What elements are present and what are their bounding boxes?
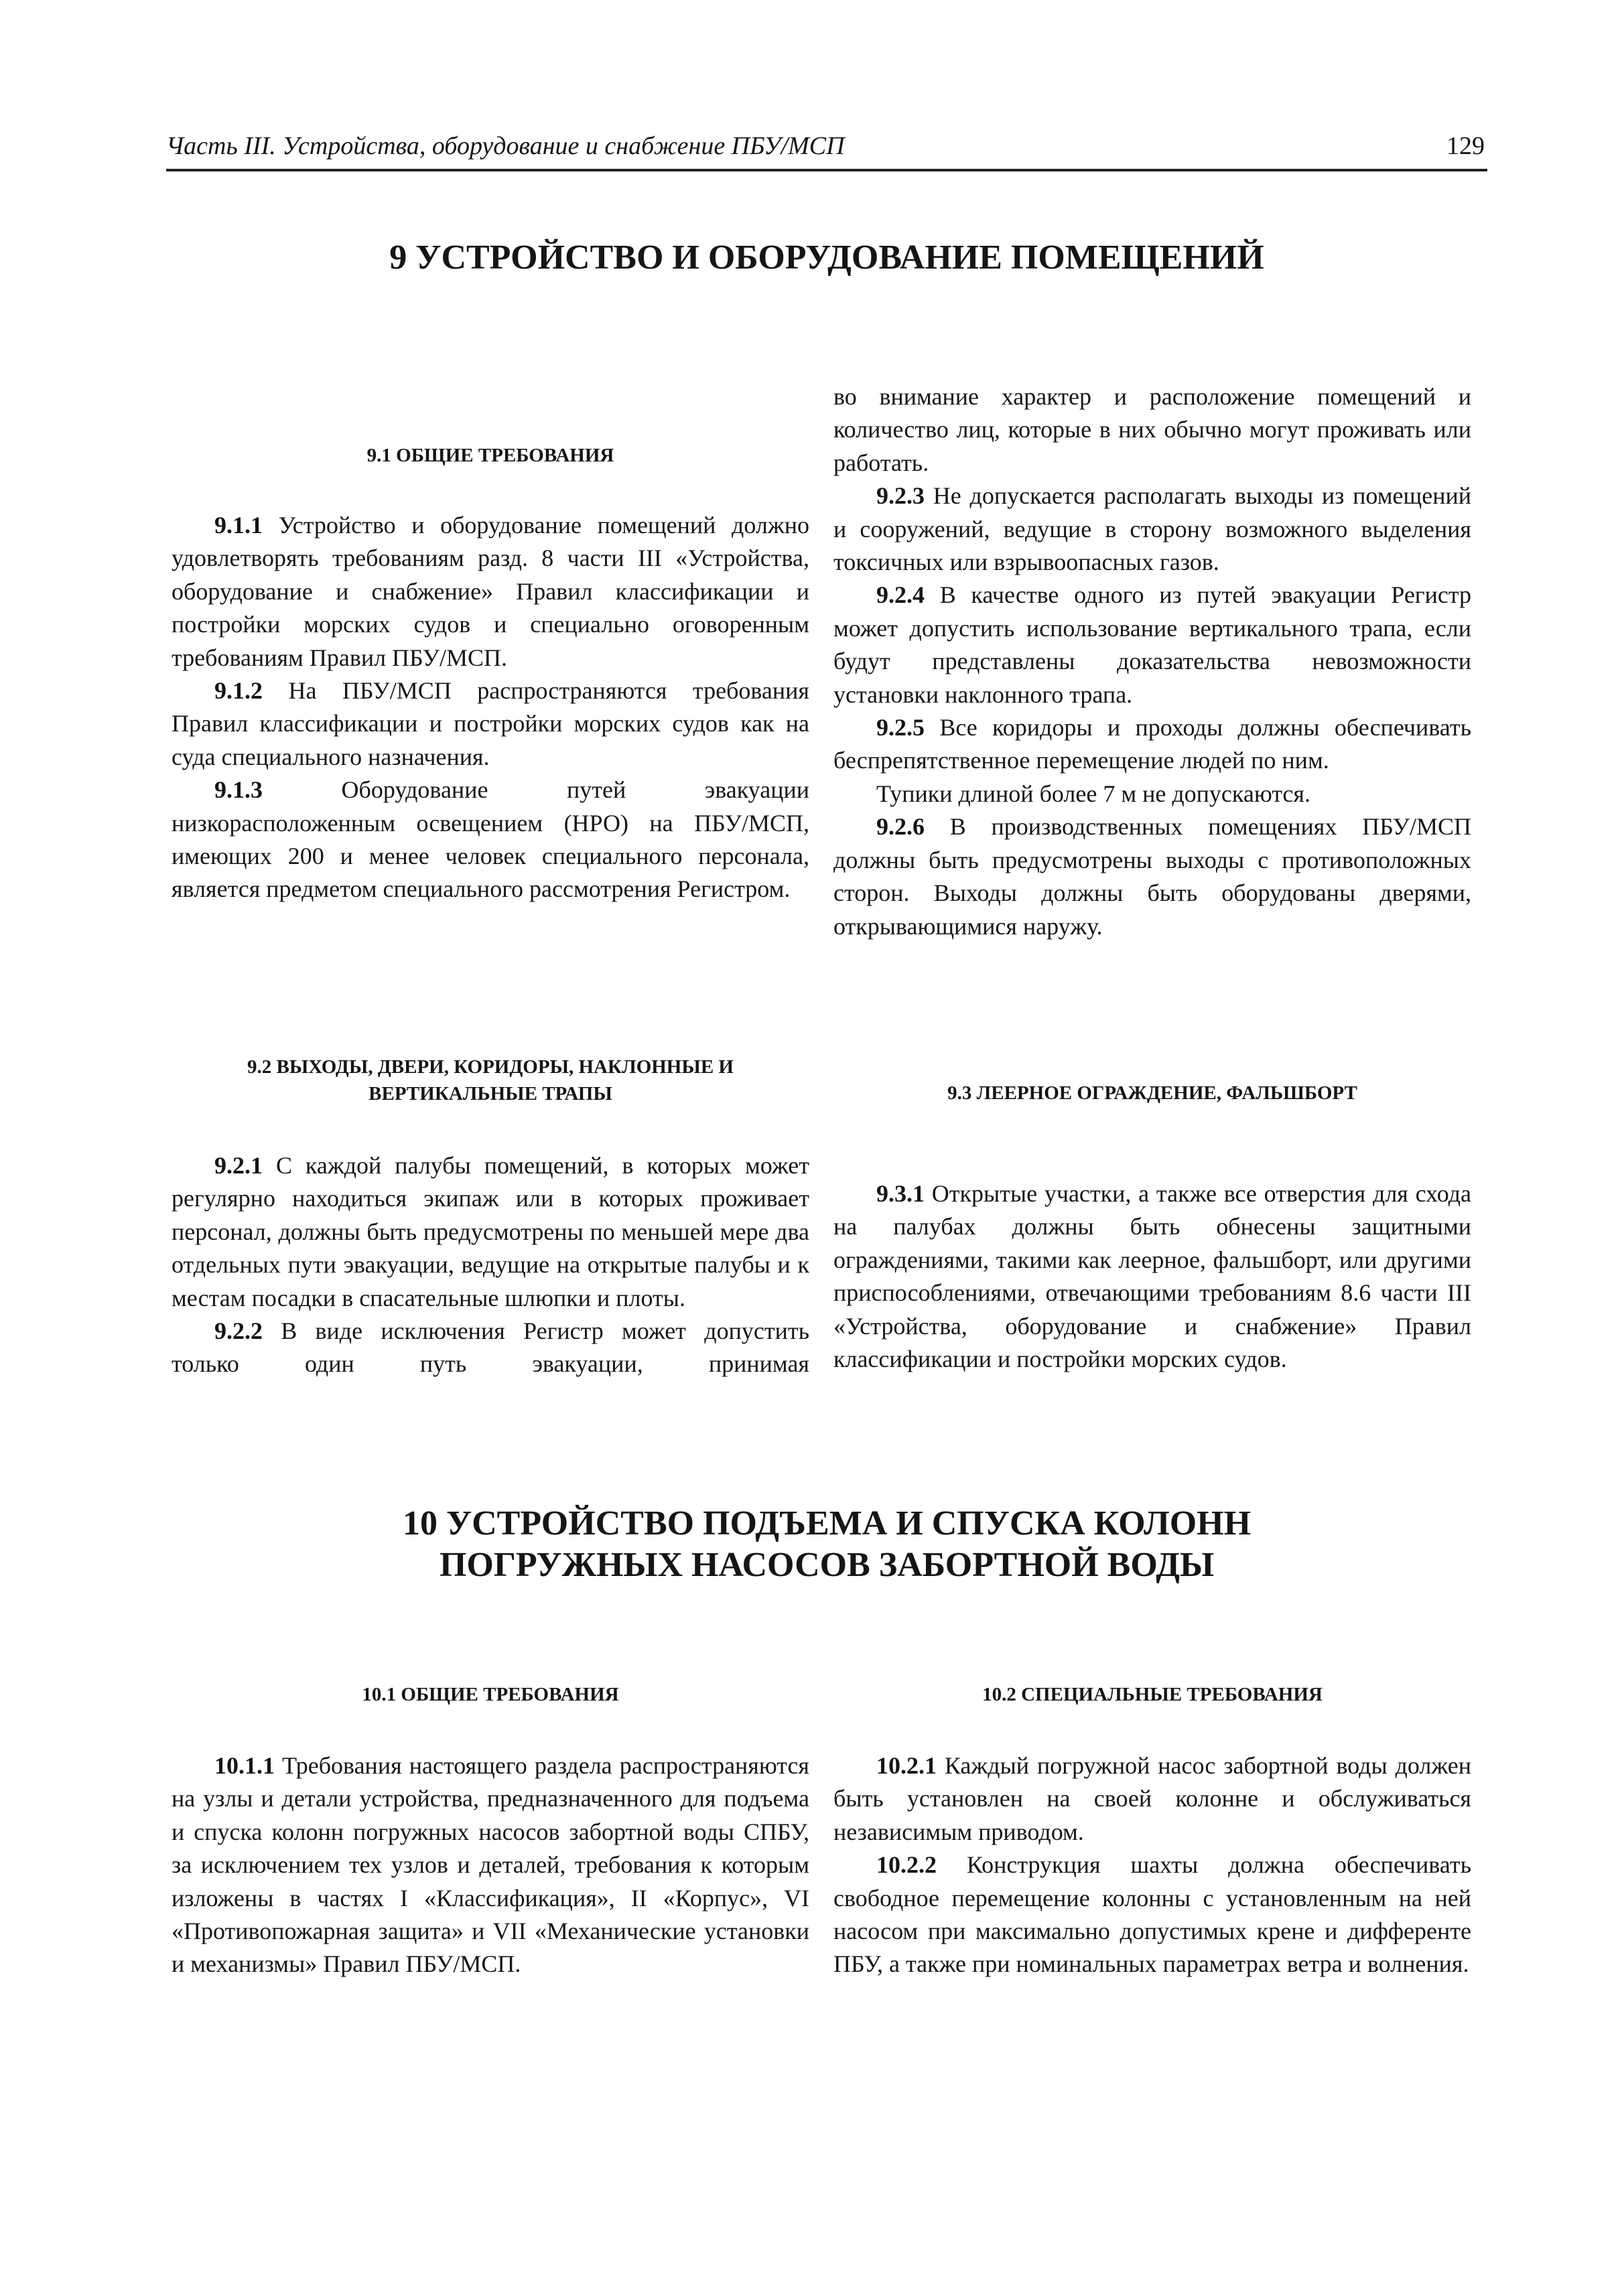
paragraph-number: 9.2.1 — [214, 1152, 263, 1179]
paragraph-text: На ПБУ/МСП распространяются требования Правил классификации и постройки морских судов как на суда специального назначения. — [172, 677, 809, 770]
chapter-10-title-line-2: ПОГРУЖНЫХ НАСОСОВ ЗАБОРТНОЙ ВОДЫ — [439, 1546, 1215, 1584]
paragraph-text: Устройство и оборудование помещений должно удовлетворять требованиям разд. 8 части III «Устройства, оборудование и снабжение» Правил классификации и постройки морских судов и специально оговоренным требованиям Правил ПБУ/МСП. — [172, 512, 809, 671]
paragraph-10-2-1 — [833, 1749, 1471, 1849]
paragraph-number: 10.2.1 — [876, 1752, 937, 1779]
paragraph-text: Требования настоящего раздела распространяются на узлы и детали устройства, предназначенного для подъема и спуска колонн погружных насосов забортной воды СПБУ, за исключением тех узлов и деталей, требования к которым изложены в частях I «Классификация», II «Корпус», VI «Противопожарная защита» и VII «Механические установки и механизмы» Правил ПБУ/МСП. — [172, 1752, 809, 1978]
paragraph-text: В качестве одного из путей эвакуации Регистр может допустить использование вертикального трапа, если будут представлены доказательства невозможности установки наклонного трапа. — [833, 581, 1471, 708]
section-9-1-heading: 9.1 ОБЩИЕ ТРЕБОВАНИЯ — [366, 445, 614, 466]
paragraph-number: 9.2.3 — [876, 482, 925, 510]
paragraph-number: 9.1.3 — [214, 776, 263, 804]
running-header — [166, 131, 1487, 171]
section-9-3-body — [833, 1177, 1471, 1376]
paragraph-9-2-2-continued: во внимание характер и расположение помещений и количество лиц, которые в них обычно могут проживать или работать. — [833, 383, 1471, 476]
paragraph-text: С каждой палубы помещений, в которых может регулярно находиться экипаж или в которых проживает персонал, должны быть предусмотрены по меньшей мере два отдельных пути эвакуации, ведущие на открытые палубы и к местам посадки в спасательные шлюпки и плоты. — [172, 1152, 809, 1311]
chapter-9-title: 9 УСТРОЙСТВО И ОБОРУДОВАНИЕ ПОМЕЩЕНИЙ — [389, 238, 1264, 277]
paragraph-9-1-2 — [172, 674, 809, 774]
section-9-2-body-right — [833, 380, 1471, 943]
paragraph-number: 9.1.2 — [214, 677, 263, 705]
paragraph-text: Конструкция шахты должна обеспечивать свободное перемещение колонны с установленным на ней насосом при максимально допустимых крене и дифференте ПБУ, а также при номинальных параметрах ветра и волнения. — [833, 1851, 1471, 1978]
paragraph-text: Оборудование путей эвакуации низкорасположенным освещением (НРО) на ПБУ/МСП, имеющих 200 и менее человек специального персонала, является предметом специального рассмотрения Регистром. — [172, 776, 809, 903]
paragraph-9-2-3 — [833, 480, 1471, 579]
section-10-1-heading: 10.1 ОБЩИЕ ТРЕБОВАНИЯ — [362, 1684, 619, 1705]
paragraph-9-2-4 — [833, 579, 1471, 711]
paragraph-number: 9.2.2 — [214, 1317, 263, 1345]
paragraph-text: Все коридоры и проходы должны обеспечивать беспрепятственное перемещение людей по ним. — [833, 714, 1471, 774]
paragraph-number: 10.2.2 — [876, 1851, 937, 1879]
section-10-2-heading: 10.2 СПЕЦИАЛЬНЫЕ ТРЕБОВАНИЯ — [982, 1684, 1323, 1705]
paragraph-text: В виде исключения Регистр может допустить только один путь эвакуации, принимая — [172, 1317, 809, 1378]
section-9-3-heading: 9.3 ЛЕЕРНОЕ ОГРАЖДЕНИЕ, ФАЛЬШБОРТ — [947, 1082, 1357, 1104]
paragraph-9-2-6 — [833, 810, 1471, 943]
paragraph-number: 10.1.1 — [214, 1752, 275, 1779]
paragraph-9-2-5 — [833, 711, 1471, 778]
chapter-10-title — [166, 1503, 1487, 1586]
paragraph-number: 9.2.4 — [876, 581, 925, 609]
section-10-2-body — [833, 1749, 1471, 1981]
paragraph-number: 9.1.1 — [214, 512, 263, 539]
paragraph-9-2-2 — [172, 1315, 809, 1381]
running-title: Часть III. Устройства, оборудование и снабжение ПБУ/МСП — [166, 132, 845, 160]
paragraph-text: Не допускается располагать выходы из помещений и сооружений, ведущие в сторону возможного выделения токсичных или взрывоопасных газов. — [833, 482, 1471, 576]
section-9-2-heading: 9.2 ВЫХОДЫ, ДВЕРИ, КОРИДОРЫ, НАКЛОННЫЕ И ВЕРТИКАЛЬНЫЕ ТРАПЫ — [247, 1056, 734, 1104]
section-10-1-body — [172, 1749, 809, 1981]
paragraph-text: Каждый погружной насос забортной воды должен быть установлен на своей колонне и обслуживаться независимым приводом. — [833, 1752, 1471, 1845]
paragraph-9-2-1 — [172, 1149, 809, 1315]
chapter-10-title-line-1: 10 УСТРОЙСТВО ПОДЪЕМА И СПУСКА КОЛОНН — [402, 1504, 1252, 1542]
paragraph-9-2-5-dead-ends: Тупики длиной более 7 м не допускаются. — [876, 780, 1310, 807]
paragraph-number: 9.2.6 — [876, 813, 925, 841]
paragraph-text: Открытые участки, а также все отверстия для схода на палубах должны быть обнесены защитными ограждениями, такими как леерное, фальшборт, или другими приспособлениями, отвечающими требованиям 8.6 части III «Устройства, оборудование и снабжение» Правил классификации и постройки морских судов. — [833, 1180, 1471, 1373]
paragraph-9-1-3 — [172, 774, 809, 906]
paragraph-text: В производственных помещениях ПБУ/МСП должны быть предусмотрены выходы с противоположных сторон. Выходы должны быть оборудованы дверями, открывающимися наружу. — [833, 813, 1471, 940]
paragraph-10-1-1 — [172, 1749, 809, 1981]
paragraph-9-1-1 — [172, 509, 809, 674]
page-number: 129 — [1446, 132, 1485, 160]
paragraph-10-2-2 — [833, 1849, 1471, 1981]
paragraph-number: 9.2.5 — [876, 714, 925, 741]
section-9-2-body-left — [172, 1149, 809, 1381]
paragraph-9-3-1 — [833, 1177, 1471, 1376]
section-9-1-body — [172, 509, 809, 906]
paragraph-number: 9.3.1 — [876, 1180, 925, 1207]
